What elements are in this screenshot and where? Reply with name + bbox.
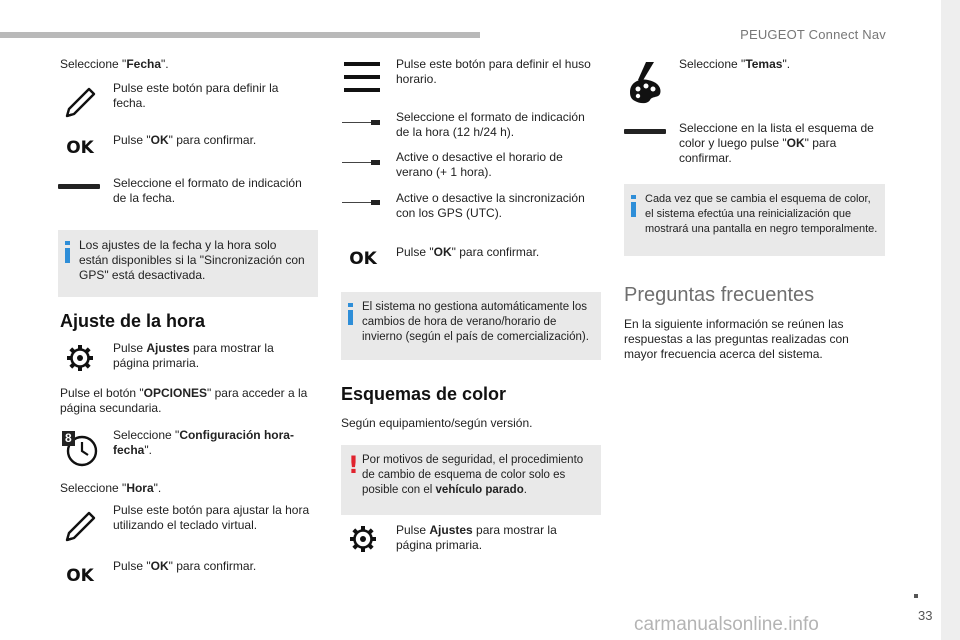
themes-text: Seleccione "Temas". bbox=[679, 57, 791, 71]
scheme-text: Seleccione en la lista el esquema de color y luego pulse "OK" para confirmar. bbox=[679, 121, 874, 165]
faq-text: En la siguiente información se reúnen las respuestas a las preguntas realizadas con mayor frecuencia acerca del sistema. bbox=[624, 317, 849, 361]
info-dst-text: El sistema no gestiona automáticamente los cambios de hora de verano/horario de invierno (según el país de comercialización). bbox=[362, 301, 589, 343]
toggle-line-icon[interactable] bbox=[342, 200, 380, 206]
gear-icon[interactable] bbox=[64, 342, 96, 374]
settings-text-2: Pulse Ajustes para mostrar la página primaria. bbox=[396, 523, 557, 552]
clock-settings-icon[interactable] bbox=[61, 429, 101, 469]
info-date-text: Los ajustes de la fecha y la hora solo están disponibles si la "Sincronización con GPS" está desactivada. bbox=[79, 238, 305, 282]
slider-line-icon[interactable] bbox=[342, 120, 380, 126]
info-icon bbox=[348, 303, 353, 325]
time-format-text: Seleccione el formato de indicación de la hora (12 h/24 h). bbox=[396, 110, 585, 139]
info-box-reboot bbox=[624, 184, 885, 256]
info-box-date bbox=[58, 230, 318, 297]
confirm-ok-text-3: Pulse "OK" para confirmar. bbox=[396, 245, 540, 259]
watermark: carmanualsonline.info bbox=[634, 614, 819, 635]
options-text: Pulse el botón "OPCIONES" para acceder a la página secundaria. bbox=[60, 386, 308, 415]
page-bullet bbox=[914, 594, 918, 598]
section-title-time: Ajuste de la hora bbox=[60, 311, 206, 331]
date-format-text: Seleccione el formato de indicación de la fecha. bbox=[113, 176, 302, 205]
select-date-text: Seleccione "Fecha". bbox=[60, 57, 169, 71]
gear-icon[interactable] bbox=[347, 523, 379, 555]
ok-button[interactable]: OK bbox=[66, 138, 94, 158]
page-header-title: PEUGEOT Connect Nav bbox=[740, 27, 886, 42]
warning-box-safety bbox=[341, 445, 601, 515]
pencil-icon[interactable] bbox=[62, 84, 98, 120]
section-title-faq: Preguntas frecuentes bbox=[624, 284, 815, 306]
confirm-ok-text-1: Pulse "OK" para confirmar. bbox=[113, 133, 257, 147]
ok-button[interactable]: OK bbox=[66, 566, 94, 586]
confirm-ok-text-2: Pulse "OK" para confirmar. bbox=[113, 559, 257, 573]
settings-text-1: Pulse Ajustes para mostrar la página primaria. bbox=[113, 341, 274, 370]
timezone-text: Pulse este botón para definir el huso horario. bbox=[396, 57, 591, 86]
info-reboot-text: Cada vez que se cambia el esquema de color, el sistema efectúa una reinicialización que mostrará una pantalla en negro temporalmente. bbox=[645, 193, 878, 235]
info-box-dst bbox=[341, 292, 601, 360]
list-bar-icon[interactable] bbox=[58, 184, 100, 189]
config-text: Seleccione "Configuración hora-fecha". bbox=[113, 428, 294, 457]
warning-icon: ! bbox=[348, 451, 359, 479]
equipment-text: Según equipamiento/según versión. bbox=[341, 416, 533, 430]
gps-sync-text: Active o desactive la sincronización con los GPS (UTC). bbox=[396, 191, 585, 220]
define-date-text: Pulse este botón para definir la fecha. bbox=[113, 81, 279, 110]
pencil-icon[interactable] bbox=[62, 508, 98, 544]
warning-safety-text: Por motivos de seguridad, el procedimiento de cambio de esquema de color solo es posible con el vehículo parado. bbox=[362, 454, 584, 496]
page-number: 33 bbox=[918, 608, 933, 623]
menu-lines-icon[interactable] bbox=[344, 62, 380, 92]
info-icon bbox=[65, 241, 70, 263]
side-strip bbox=[941, 0, 960, 640]
select-hour-text: Seleccione "Hora". bbox=[60, 481, 162, 495]
ok-button[interactable]: OK bbox=[349, 249, 377, 269]
set-time-text: Pulse este botón para ajustar la hora utilizando el teclado virtual. bbox=[113, 503, 310, 532]
summer-time-text: Active o desactive el horario de verano (+ 1 hora). bbox=[396, 150, 563, 179]
section-title-color: Esquemas de color bbox=[341, 384, 507, 404]
list-bar-icon[interactable] bbox=[624, 129, 666, 134]
toggle-line-icon[interactable] bbox=[342, 160, 380, 166]
badge-number: 8 bbox=[65, 431, 72, 445]
top-rule bbox=[0, 32, 480, 38]
palette-icon[interactable] bbox=[624, 58, 668, 106]
info-icon bbox=[631, 195, 636, 217]
